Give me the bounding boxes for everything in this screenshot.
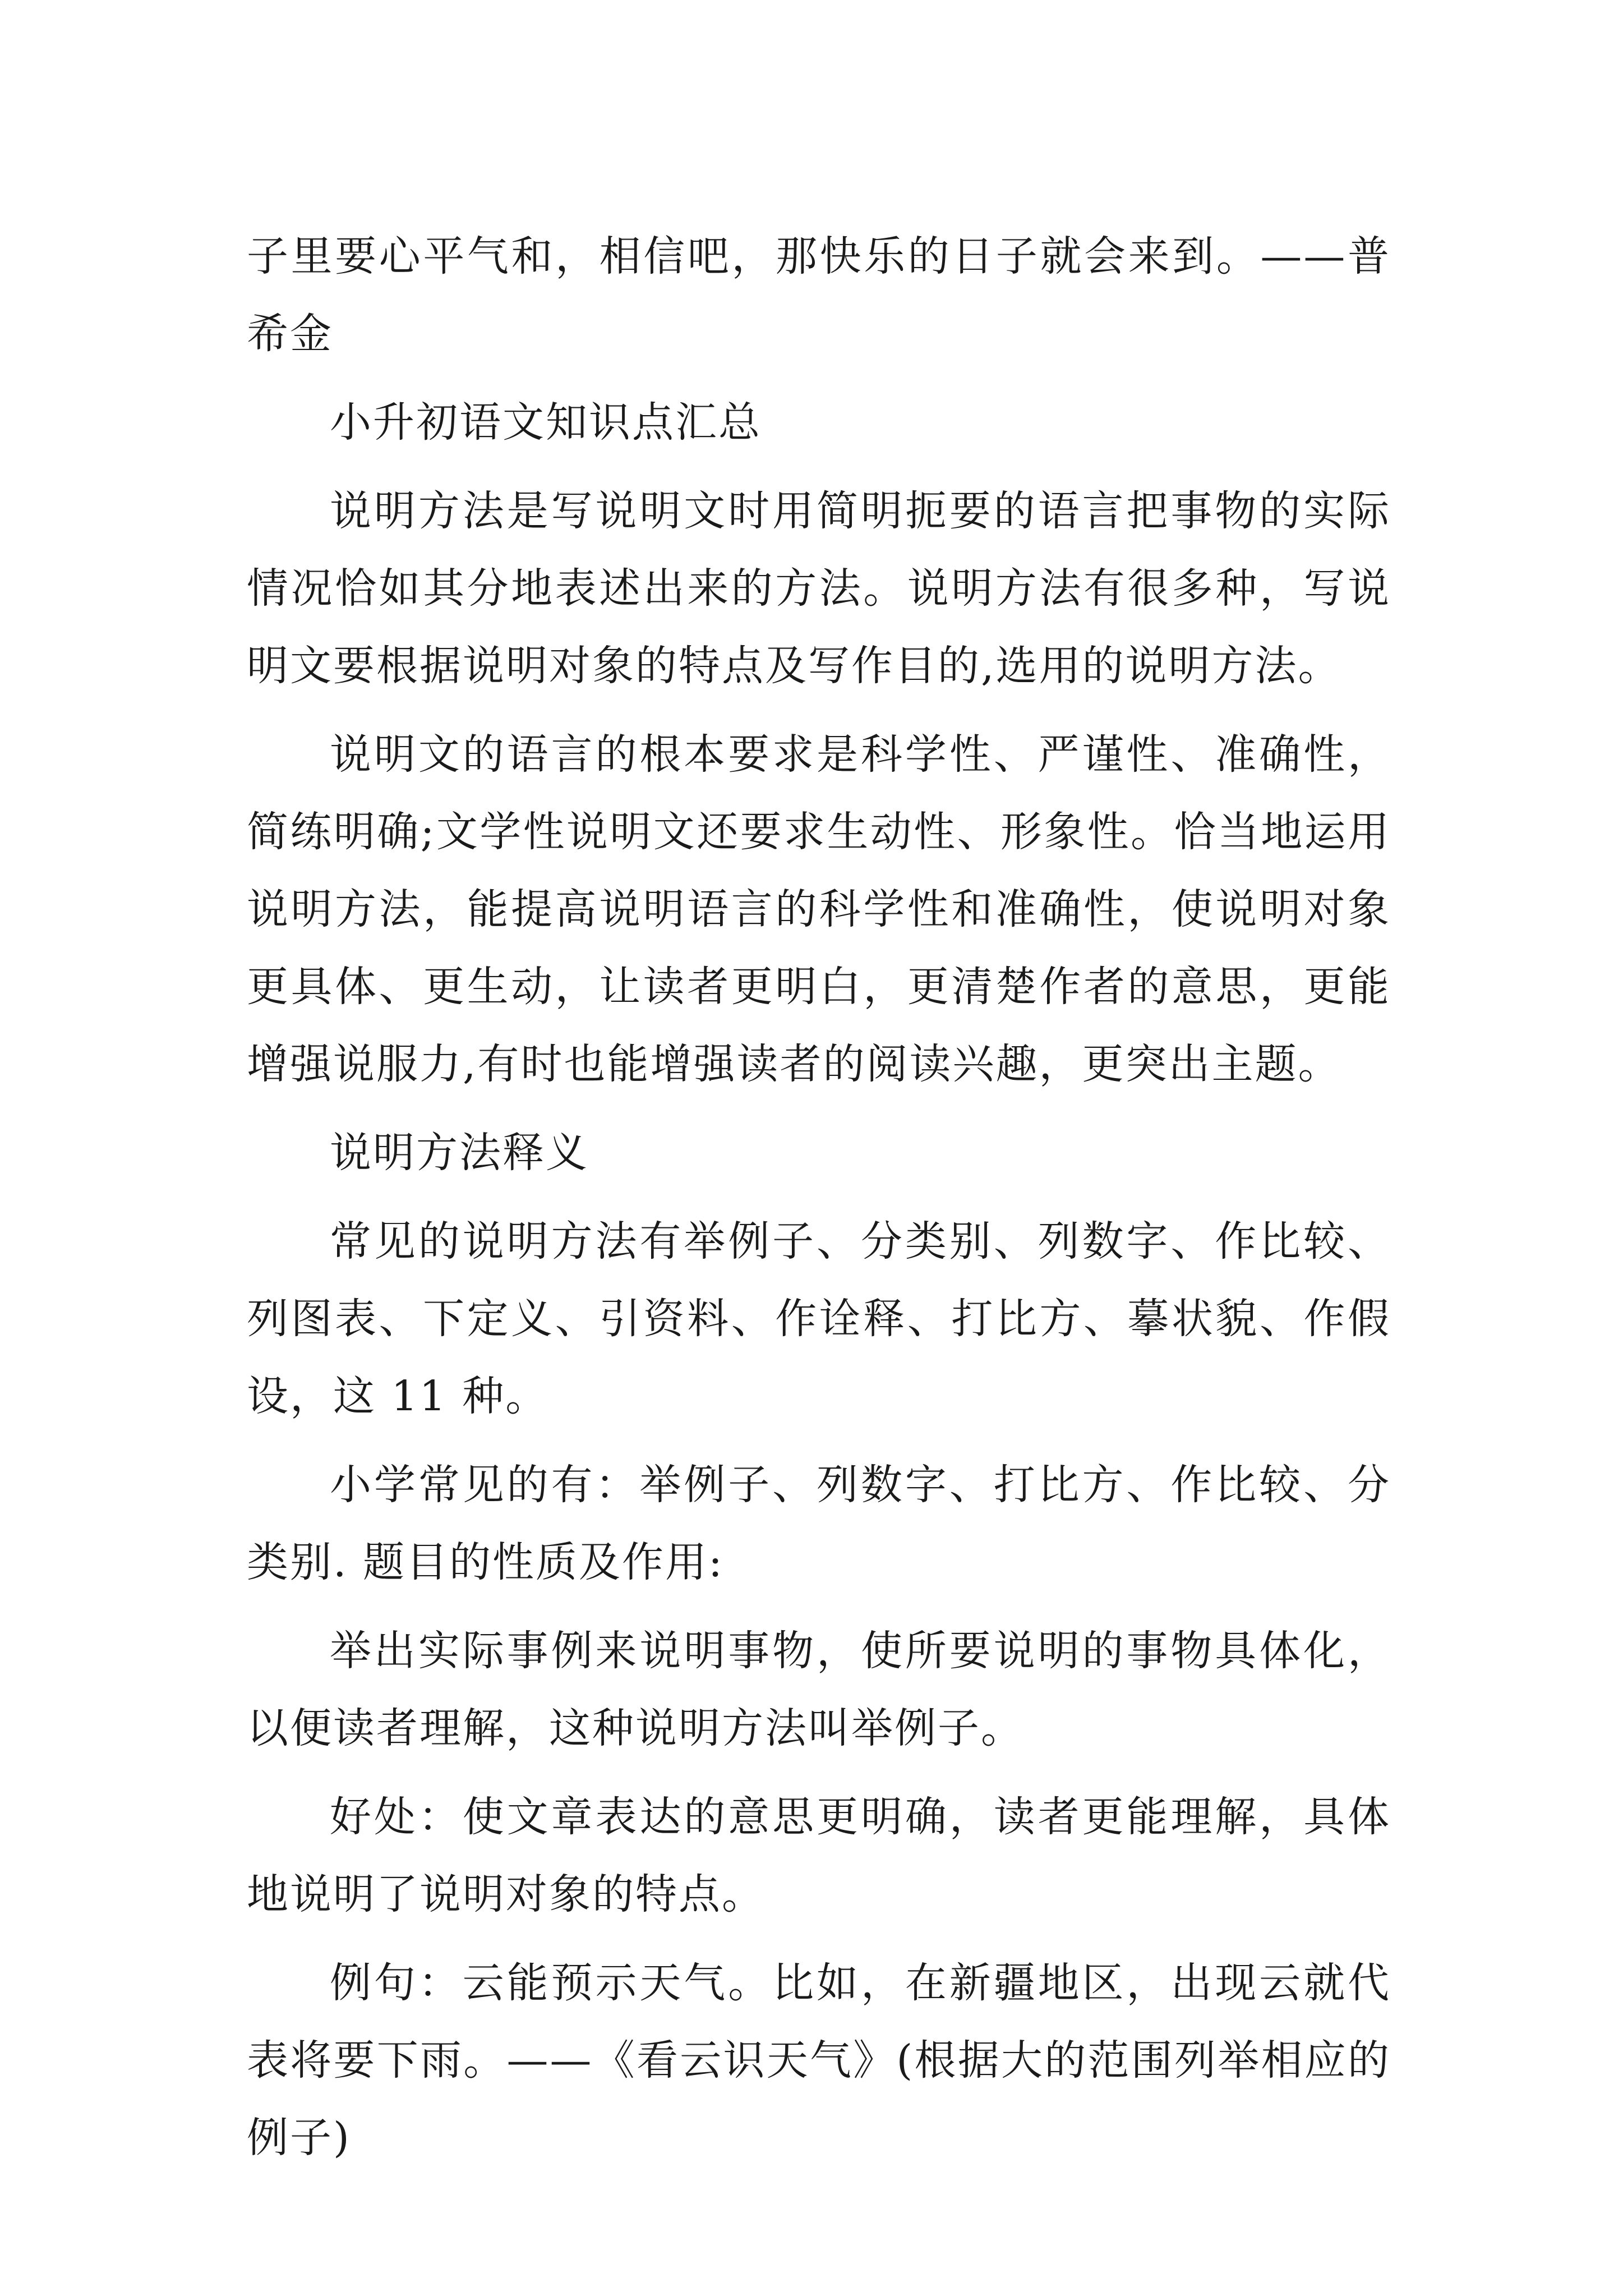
paragraph-subheading-definitions: 说明方法释义 bbox=[330, 1129, 589, 1177]
paragraph-example-sentence: 例句：云能预示天气。比如，在新疆地区，出现云就代表将要下雨。——《看云识天气》(根据大的范围列举相应的例子) bbox=[247, 1959, 1391, 2162]
paragraph-language-requirements: 说明文的语言的根本要求是科学性、严谨性、准确性，简练明确;文学性说明文还要求生动性、形象性。恰当地运用说明方法，能提高说明语言的科学性和准确性，使说明对象更具体、更生动，让读者更明白，更清楚作者的意思，更能增强说服力,有时也能增强读者的阅读兴趣，更突出主题。 bbox=[247, 730, 1391, 1088]
paragraph-benefits: 好处：使文章表达的意思更明确，读者更能理解，具体地说明了说明对象的特点。 bbox=[247, 1793, 1391, 1918]
paragraph-common-methods: 常见的说明方法有举例子、分类别、列数字、作比较、列图表、下定义、引资料、作诠释、打比方、摹状貌、作假设，这 11 种。 bbox=[247, 1217, 1391, 1420]
paragraph-primary-school-methods: 小学常见的有：举例子、列数字、打比方、作比较、分类别. 题目的性质及作用: bbox=[247, 1461, 1391, 1586]
paragraph-quote-continuation: 子里要心平气和，相信吧，那快乐的日子就会来到。——普希金 bbox=[247, 232, 1391, 358]
paragraph-section-heading: 小升初语文知识点汇总 bbox=[330, 398, 762, 447]
paragraph-example-method: 举出实际事例来说明事物，使所要说明的事物具体化，以便读者理解，这种说明方法叫举例子。 bbox=[247, 1627, 1391, 1752]
paragraph-explanation-methods: 说明方法是写说明文时用简明扼要的语言把事物的实际情况恰如其分地表述出来的方法。说明方法有很多种，写说明文要根据说明对象的特点及写作目的,选用的说明方法。 bbox=[247, 487, 1391, 690]
document-body bbox=[247, 218, 1391, 2177]
